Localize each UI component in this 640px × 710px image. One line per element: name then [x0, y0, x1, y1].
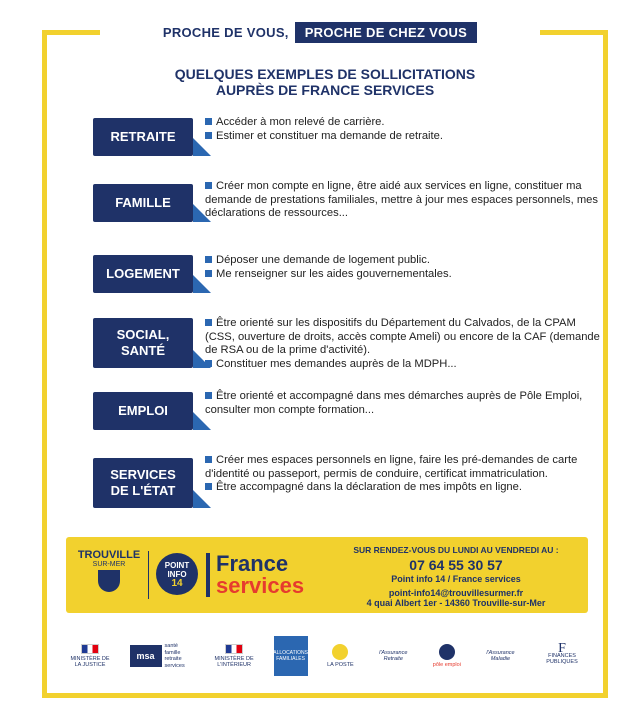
address: 4 quai Albert 1er - 14360 Trouville-sur-Mer: [366, 598, 546, 608]
category-retraite: RETRAITE: [93, 118, 193, 156]
bullet-icon: [205, 182, 212, 189]
bullet-icon: [205, 270, 212, 277]
trouville-logo: TROUVILLE SUR-MER: [74, 549, 144, 599]
list-item: Estimer et constituer ma demande de retraite.: [205, 130, 600, 144]
flag-icon: [225, 644, 243, 654]
list-item: Être orienté sur les dispositifs du Département du Calvados, de la CPAM (CSS, ouverture de droits, accès compte Ameli) ou encore de la CAF (demande de RSA ou de la prime d'activité).: [205, 317, 600, 356]
list-item: Déposer une demande de logement public.: [205, 254, 600, 268]
list-item: Être accompagné dans la déclaration de mes impôts en ligne.: [205, 481, 600, 495]
phone-number[interactable]: 07 64 55 30 57: [409, 557, 503, 573]
category-services-etat: SERVICES DE L'ÉTAT: [93, 458, 193, 508]
bullet-icon: [205, 392, 212, 399]
row-retraite: [93, 114, 603, 160]
partner-logos: [66, 630, 588, 682]
france-services-logo: France services: [216, 551, 305, 598]
page-title: QUELQUES EXEMPLES DE SOLLICITATIONS AUPRÈS DE FRANCE SERVICES: [174, 66, 476, 98]
row-logement: [93, 252, 603, 298]
list-item: Accéder à mon relevé de carrière.: [205, 116, 600, 130]
category-emploi: EMPLOI: [93, 392, 193, 430]
pole-emploi-icon: [439, 644, 455, 660]
list-item: Me renseigner sur les aides gouvernementales.: [205, 268, 600, 282]
caf-logo: ALLOCATIONS FAMILIALES: [274, 636, 308, 676]
bullet-icon: [205, 256, 212, 263]
assurance-retraite-logo: l'Assurance Retraite: [379, 649, 408, 662]
flag-icon: [81, 644, 99, 654]
assurance-maladie-logo: l'Assurance Maladie: [486, 649, 515, 662]
laposte-logo: LA POSTE: [327, 644, 354, 669]
bullet-icon: [205, 483, 212, 490]
category-famille: FAMILLE: [93, 184, 193, 222]
email-link[interactable]: point-info14@trouvillesurmer.fr: [388, 588, 524, 598]
bullet-icon: [205, 132, 212, 139]
row-emploi: [93, 388, 603, 434]
banner-left: PROCHE DE VOUS,: [162, 24, 289, 40]
bullet-icon: [205, 456, 212, 463]
row-social-sante: [93, 315, 603, 375]
contact-block: [66, 537, 588, 613]
shield-icon: [98, 570, 120, 592]
msa-logo: msa santé famille retraite services: [130, 643, 195, 669]
bullet-icon: [205, 360, 212, 367]
interieur-logo: MINISTÈRE DE L'INTÉRIEUR: [214, 644, 254, 669]
contact-info: SUR RENDEZ-VOUS DU LUNDI AU VENDREDI AU : 07 64 55 30 57 Point info 14 / France services point-info14@trouvillesurmer.fr 4 quai Albert 1er - 14360 Trouville-sur-Mer: [326, 545, 586, 608]
divider: [148, 551, 149, 599]
finances-f-icon: F: [558, 641, 566, 657]
bullet-icon: [205, 319, 212, 326]
category-social-sante: SOCIAL, SANTÉ: [93, 318, 193, 368]
banner-right: PROCHE DE CHEZ VOUS: [295, 22, 477, 43]
pole-emploi-logo: pôle emploi: [433, 644, 461, 669]
point-info-logo: POINT INFO 14: [156, 553, 198, 595]
justice-logo: MINISTÈRE DE LA JUSTICE: [70, 644, 110, 669]
top-banner: [100, 19, 540, 45]
bullet-icon: [205, 118, 212, 125]
list-item: Créer mon compte en ligne, être aidé aux services en ligne, constituer ma demande de prestations familiales, mettre à jour mes espaces personnels, mes déclarations de ressources...: [205, 180, 598, 219]
list-item: Constituer mes demandes auprès de la MDPH...: [205, 358, 600, 372]
list-item: Créer mes espaces personnels en ligne, faire les pré-demandes de carte d'identité ou passeport, permis de conduire, certificat immatriculation.: [205, 454, 578, 480]
row-services-etat: [93, 452, 603, 516]
category-logement: LOGEMENT: [93, 255, 193, 293]
finances-publiques-logo: F FINANCES PUBLIQUES: [546, 641, 578, 666]
row-famille: [93, 178, 603, 238]
divider: [206, 553, 210, 597]
laposte-icon: [332, 644, 348, 660]
list-item: Être orienté et accompagné dans mes démarches auprès de Pôle Emploi, consulter mon compte formation...: [205, 390, 583, 416]
